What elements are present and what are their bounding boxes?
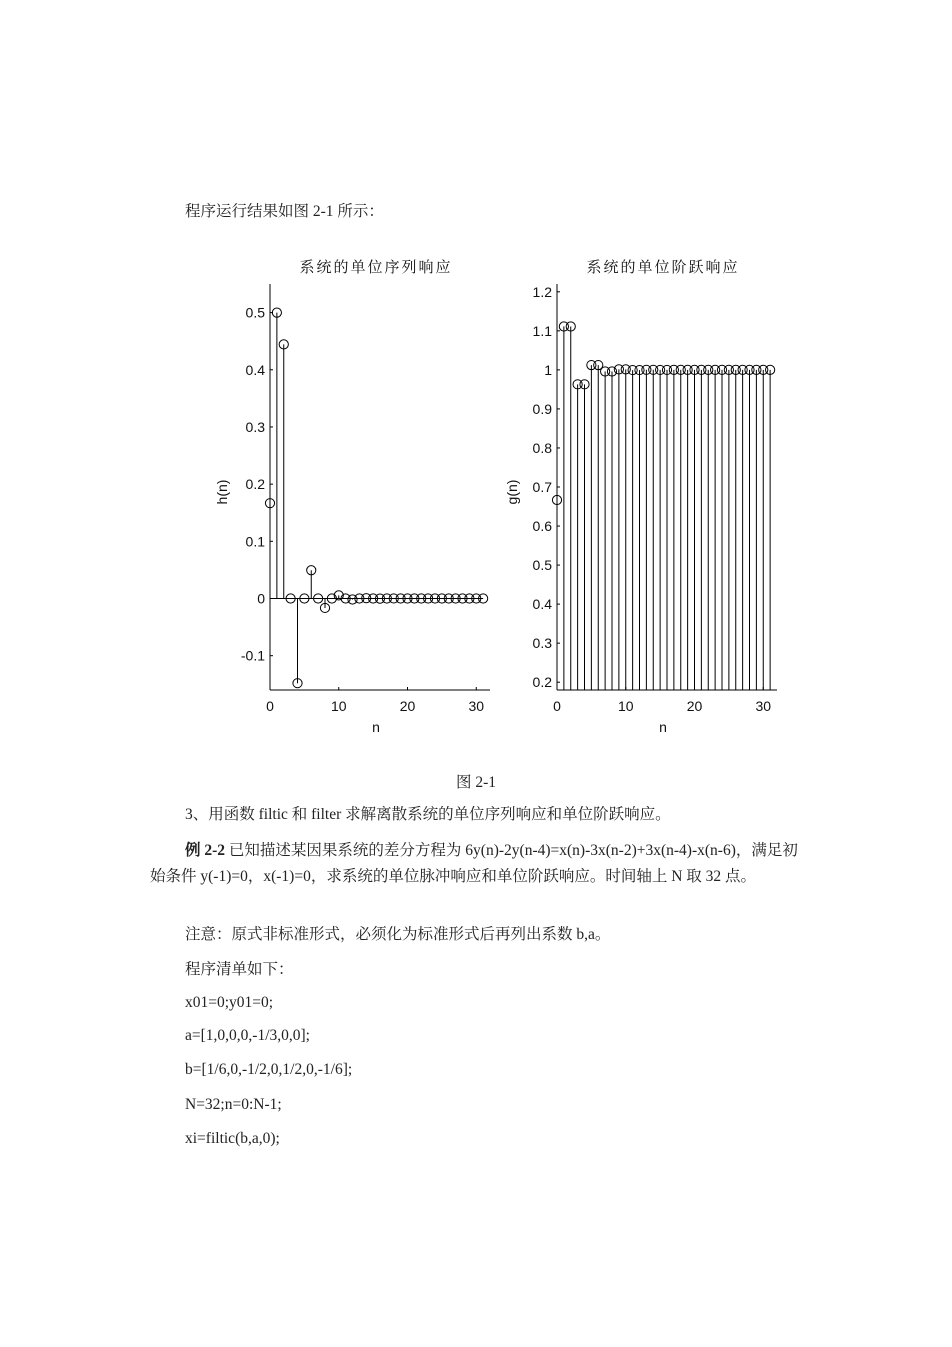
x-tick-label: 30 xyxy=(755,698,772,714)
y-tick-label: 0.3 xyxy=(245,418,265,435)
x-tick-label: 10 xyxy=(330,698,347,714)
y-tick-label: 0 xyxy=(257,590,265,607)
x-tick-label: 10 xyxy=(617,698,634,714)
example-label: 例 2-2 xyxy=(185,842,226,859)
intro-text: 程序运行结果如图 2-1 所示： xyxy=(185,203,384,220)
x-axis-label: n xyxy=(659,719,667,735)
example-text: 已知描述某因果系统的差分方程为 6y(n)-2y(n-4)=x(n)-3x(n-2)+3x(n-4)-x(n-6)，满足初始条件 y(-1)=0，x(-1)=0，求系统的单位脉冲响应和单位阶跃响应。时间轴上 N 取 32 点。 xyxy=(150,842,798,885)
section-title: 3、用函数 filtic 和 filter 求解离散系统的单位序列响应和单位阶跃响应。 xyxy=(185,806,671,823)
y-tick-label: 0.2 xyxy=(532,674,552,691)
code-line: xi=filtic(b,a,0); xyxy=(185,1130,280,1147)
y-tick-label: 0.4 xyxy=(245,361,265,378)
y-tick-label: 0.1 xyxy=(245,533,265,550)
chart-title: 系统的单位阶跃响应 xyxy=(586,259,740,276)
note-text: 注意：原式非标准形式，必须化为标准形式后再列出系数 b,a。 xyxy=(185,926,611,943)
x-tick-label: 0 xyxy=(266,698,274,714)
y-tick-label: 0.8 xyxy=(532,439,552,456)
program-heading: 程序清单如下： xyxy=(185,961,294,978)
y-tick-label: 0.6 xyxy=(532,518,552,535)
figure-caption: 图 2-1 xyxy=(455,774,497,791)
x-tick-label: 30 xyxy=(468,698,485,714)
x-axis-label: n xyxy=(372,719,380,735)
y-tick-label: 0.5 xyxy=(532,557,552,574)
code-line: N=32;n=0:N-1; xyxy=(185,1096,282,1113)
code-line: a=[1,0,0,0,-1/3,0,0]; xyxy=(185,1027,310,1044)
example-paragraph xyxy=(150,838,810,890)
y-tick-label: 0.4 xyxy=(532,596,552,613)
y-tick-label: 0.5 xyxy=(245,304,265,321)
x-tick-label: 0 xyxy=(553,698,561,714)
y-tick-label: 1.1 xyxy=(532,322,552,339)
x-tick-label: 20 xyxy=(686,698,703,714)
y-axis-label: h(n) xyxy=(214,479,230,505)
code-line: x01=0;y01=0; xyxy=(185,994,274,1011)
y-tick-label: -0.1 xyxy=(240,647,265,664)
y-axis-label: g(n) xyxy=(504,479,520,505)
code-line: b=[1/6,0,-1/2,0,1/2,0,-1/6]; xyxy=(185,1061,353,1078)
y-tick-label: 0.7 xyxy=(532,479,552,495)
x-tick-label: 20 xyxy=(399,698,416,714)
y-tick-label: 0.2 xyxy=(245,476,265,493)
y-tick-label: 0.9 xyxy=(532,400,552,417)
y-tick-label: 0.3 xyxy=(532,635,552,652)
y-tick-label: 1 xyxy=(544,361,552,378)
chart-title: 系统的单位序列响应 xyxy=(299,259,453,276)
y-tick-label: 1.2 xyxy=(532,283,552,300)
